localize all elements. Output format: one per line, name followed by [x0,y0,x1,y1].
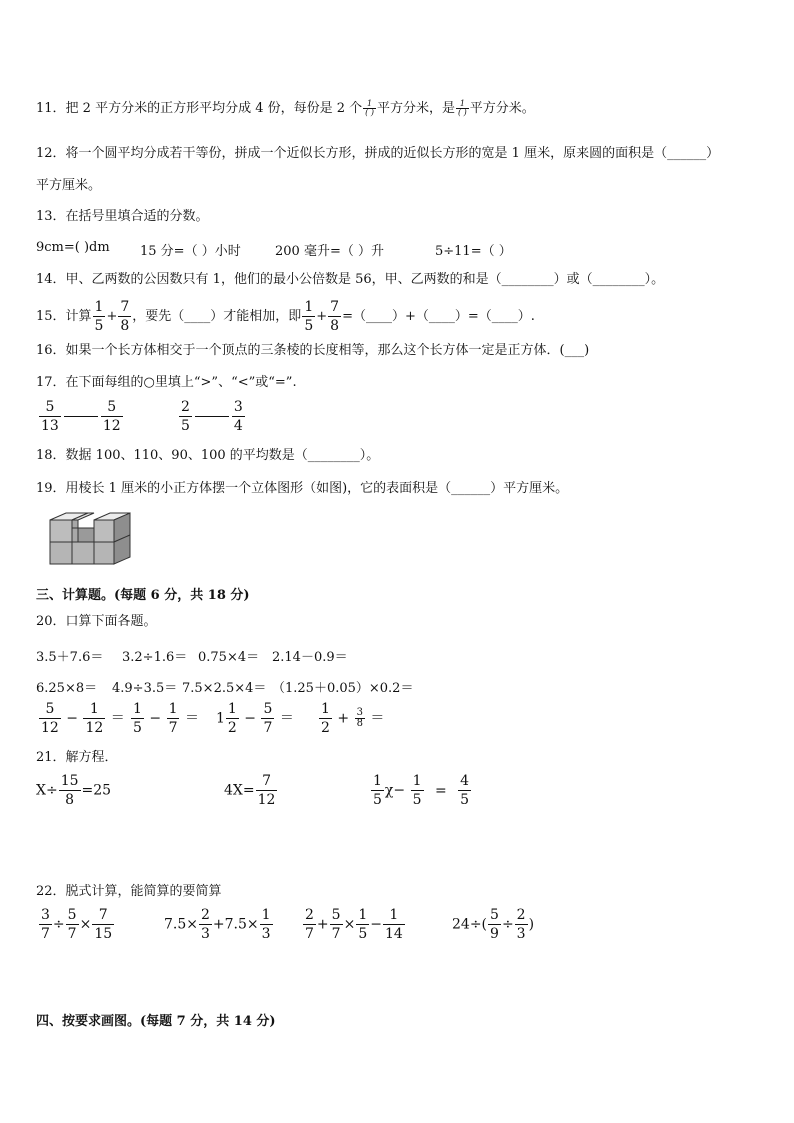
q13-item-2: 15 分=（ ）小时 [140,244,241,259]
question-19: 19．用棱长 1 厘米的小正方体摆一个立体图形（如图)，它的表面积是（______）平方厘米。 [36,481,569,496]
question-14: 14．甲、乙两数的公因数只有 1，他们的最小公倍数是 56，甲、乙两数的和是（________）或（________）。 [36,272,665,287]
q11-fraction-1: $\frac{1}{( )}$ [365,99,374,117]
q22-expr-3: $\frac{2}{7}$ + $\frac{5}{7}$ × $\frac{1}{5}$ − $\frac{1}{14}$ [305,907,403,942]
q21-equation-3: $\frac{1}{5}$ χ− $\frac{1}{5}$ = $\frac{4}{5}$ [373,773,470,808]
q20-frac-expr-2: $\frac{1}{5}$ − $\frac{1}{7}$ ＝ [133,701,199,736]
question-13-title: 13．在括号里填合适的分数。 [36,209,209,224]
q20-frac-expr-1: $\frac{5}{12}$ − $\frac{1}{12}$ ＝ [41,701,125,736]
question-20-title: 20．口算下面各题。 [36,614,157,629]
q11-text-c: 平方分米。 [469,101,535,116]
question-22-title: 22．脱式计算，能简算的要简算 [36,884,222,899]
question-21-title: 21．解方程． [36,750,118,765]
question-17-title: 17．在下面每组的○里填上“>”、“<”或“=”. [36,375,297,390]
q20-r2-1: 6.25×8＝ [36,681,98,696]
q17-pair1-right: $\frac{5}{12}$ [102,399,121,434]
q22-expr-1: $\frac{3}{7}$ ÷ $\frac{5}{7}$ × $\frac{7}{15}$ [41,907,113,942]
q22-expr-2: 7.5× $\frac{2}{3}$ +7.5× $\frac{1}{3}$ [164,907,271,942]
question-12-line-2: 平方厘米。 [36,178,102,193]
q11-text-b: 平方分米，是 [376,101,455,116]
q20-frac-expr-3: 1 $\frac{1}{2}$ − $\frac{5}{7}$ ＝ [216,701,294,736]
section-4-title: 四、按要求画图。(每题 7 分，共 14 分) [36,1014,276,1029]
q20-r2-4: （1.25＋0.05）×0.2＝ [272,681,414,696]
question-11 [36,100,535,117]
q20-r1-4: 2.14－0.9＝ [272,650,348,665]
q11-fraction-2: $\frac{1}{( )}$ [457,99,467,117]
question-15: 15．计算 $\frac{1}{5}$ + $\frac{7}{8}$ ，要先（____）才能相加，即 $\frac{1}{5}$ + $\frac{7}{8}$ =（____）+（____）=（____）. [36,299,535,334]
q15-fraction-1: $\frac{1}{5}$ [94,299,104,334]
q13-item-4: 5÷11=（ ） [435,244,512,259]
section-3-title: 三、计算题。(每题 6 分，共 18 分) [36,588,250,603]
q20-r1-3: 0.75×4＝ [198,650,260,665]
q11-text-a: 11．把 2 平方分米的正方形平均分成 4 份，每份是 2 个 [36,101,363,116]
q15-fraction-3: $\frac{1}{5}$ [304,299,314,334]
q13-item-3: 200 毫升=（ ）升 [275,244,384,259]
q17-pair1-left: $\frac{5}{13}$ [41,399,59,434]
question-12-line-1: 12．将一个圆平均分成若干等份，拼成一个近似长方形，拼成的近似长方形的宽是 1 厘米，原来圆的面积是（______） [36,146,720,161]
q20-r2-3: 7.5×2.5×4＝ [182,681,267,696]
q20-r1-1: 3.5＋7.6＝ [36,650,104,665]
question-18: 18．数据 100、110、90、100 的平均数是（________）。 [36,448,380,463]
q17-pair2-left: $\frac{2}{5}$ [181,399,190,434]
q17-pair1-blank [64,416,98,417]
q20-r2-2: 4.9÷3.5＝ [112,681,178,696]
q20-frac-expr-4: $\frac{1}{2}$ + $\frac{3}{8}$ ＝ [321,701,385,736]
q21-equation-2: 4X= $\frac{7}{12}$ [224,773,276,808]
cube-figure [42,510,134,580]
q21-equation-1: X÷ $\frac{15}{8}$ =25 [36,773,112,808]
q15-fraction-4: $\frac{7}{8}$ [330,299,340,334]
q15-fraction-2: $\frac{7}{8}$ [120,299,130,334]
q22-expr-4: 24÷( $\frac{5}{9}$ ÷ $\frac{2}{3}$ ) [452,907,535,942]
q17-pair-2 [178,400,246,433]
q13-item-1: 9cm=( )dm [36,240,110,255]
q17-pair2-blank [195,416,229,417]
q17-pair-1 [38,400,124,433]
q20-r1-2: 3.2÷1.6＝ [122,650,188,665]
q17-pair2-right: $\frac{3}{4}$ [233,399,243,434]
question-16: 16．如果一个长方体相交于一个顶点的三条棱的长度相等，那么这个长方体一定是正方体．(___) [36,343,590,358]
